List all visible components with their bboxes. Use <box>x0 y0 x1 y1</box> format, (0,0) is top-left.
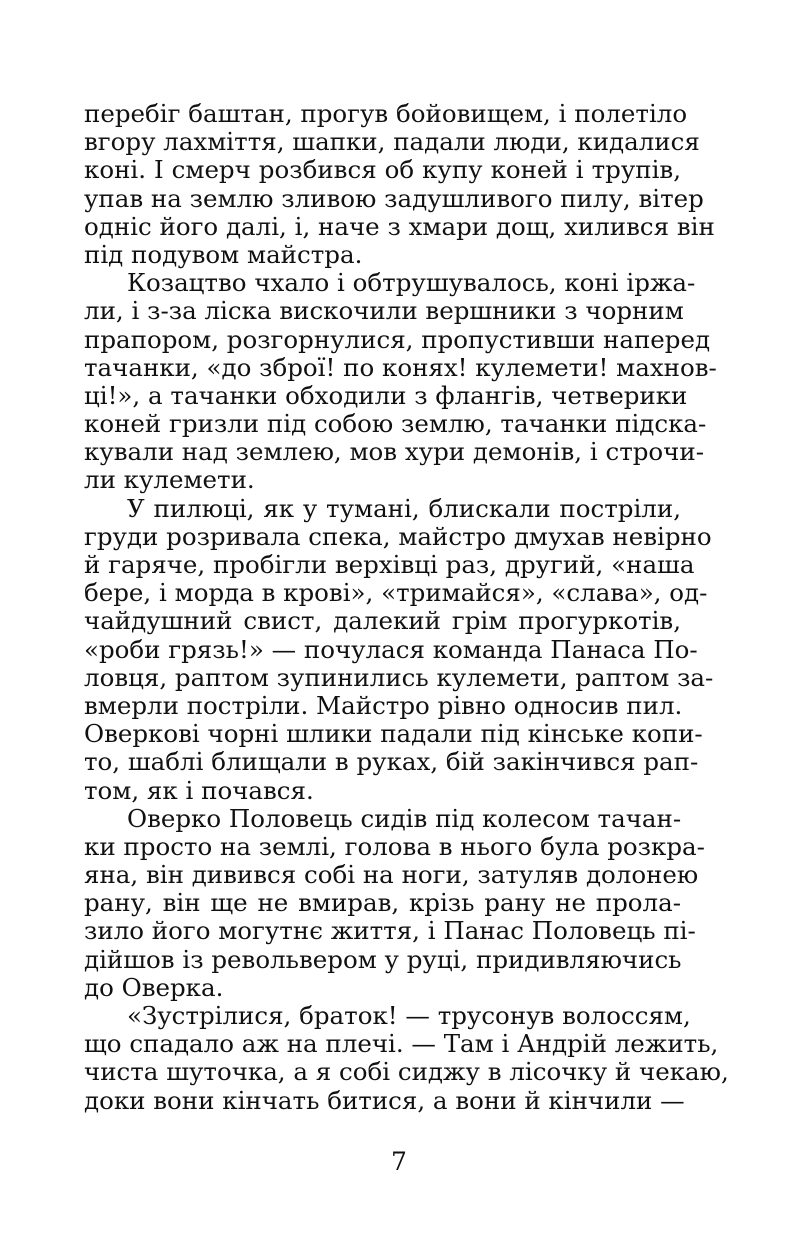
text-line: й гаряче, пробігли верхівці раз, другий, «наша <box>84 550 695 579</box>
text-line: дійшов із револьвером у руці, придивляючись <box>84 944 682 974</box>
text-line: кували над землею, мов хури демонів, і строчи- <box>84 437 704 467</box>
text-line: У пилюці, як у тумані, блискали постріли, <box>127 493 681 523</box>
text-line: коней гризли під собою землю, тачанки підска- <box>84 409 707 439</box>
text-line: доки вони кінчать битися, а вони й кінчили — <box>84 1085 685 1115</box>
text-line: ли, і з-за ліска вискочили вершники з чорним <box>84 296 684 326</box>
text-line: Оверкові чорні шлики падали під кінське копи- <box>84 719 703 749</box>
text-line: упав на землю зливою задушливого пилу, вітер <box>84 183 704 213</box>
text-line: то, шаблі блищали в руках, бій закінчився рап- <box>84 747 699 777</box>
paragraph <box>84 268 717 495</box>
text-line: прапором, розгорнулися, пропустивши наперед <box>84 324 711 354</box>
text-line: до Оверка. <box>84 972 224 1002</box>
text-line: коні. І смерч розбився об купу коней і трупів, <box>84 155 681 185</box>
page-text-block <box>84 99 729 1115</box>
text-line: «роби грязь!» — почулася команда Панаса По- <box>84 634 698 664</box>
text-line: ки просто на землі, голова в нього була розкра- <box>84 831 705 861</box>
paragraph <box>84 803 705 1002</box>
text-line: груди розривала спека, майстро дмухав невірно <box>84 521 712 551</box>
text-line: перебіг баштан, прогув бойовищем, і полетіло <box>84 99 688 128</box>
text-line: ці!», а тачанки обходили з флангів, четверики <box>84 380 688 410</box>
text-line: вмерли постріли. Майстро рівно односив пил. <box>84 690 683 720</box>
text-line: рану, він ще не вмирав, крізь рану не прола- <box>84 888 681 918</box>
text-line: яна, він дивився собі на ноги, затуляв долонею <box>84 860 699 890</box>
text-line: том, як і почався. <box>84 775 314 805</box>
text-line: зило його могутнє життя, і Панас Половець пі- <box>84 916 696 946</box>
paragraph <box>84 1001 729 1115</box>
text-line: Козацтво чхало і обтрушувалось, коні іржа- <box>127 268 696 298</box>
text-line: під подувом майстра. <box>84 239 363 269</box>
text-line: чайдушний свист, далекий грім прогуркотів, <box>84 606 681 636</box>
text-line: чиста шуточка, а я собі сиджу в лісочку й чекаю, <box>84 1057 729 1087</box>
text-line: Оверко Половець сидів під колесом тачан- <box>127 803 682 833</box>
text-line: тачанки, «до зброї! по конях! кулемети! махнов- <box>84 352 717 382</box>
text-line: ловця, раптом зупинились кулемети, раптом за- <box>84 662 714 692</box>
text-line: що спадало аж на плечі. — Там і Андрій лежить, <box>84 1029 719 1059</box>
paragraph <box>84 99 715 269</box>
text-line: бере, і морда в крові», «тримайся», «слава», од- <box>84 578 708 608</box>
text-line: одніс його далі, і, наче з хмари дощ, хилився він <box>84 211 715 241</box>
text-line: «Зустрілися, браток! — трусонув волоссям, <box>127 1001 691 1030</box>
page-number: 7 <box>391 1147 407 1176</box>
text-line: вгору лахміття, шапки, падали люди, кидалися <box>84 127 700 157</box>
text-line: ли кулемети. <box>84 465 255 495</box>
paragraph <box>84 493 714 805</box>
